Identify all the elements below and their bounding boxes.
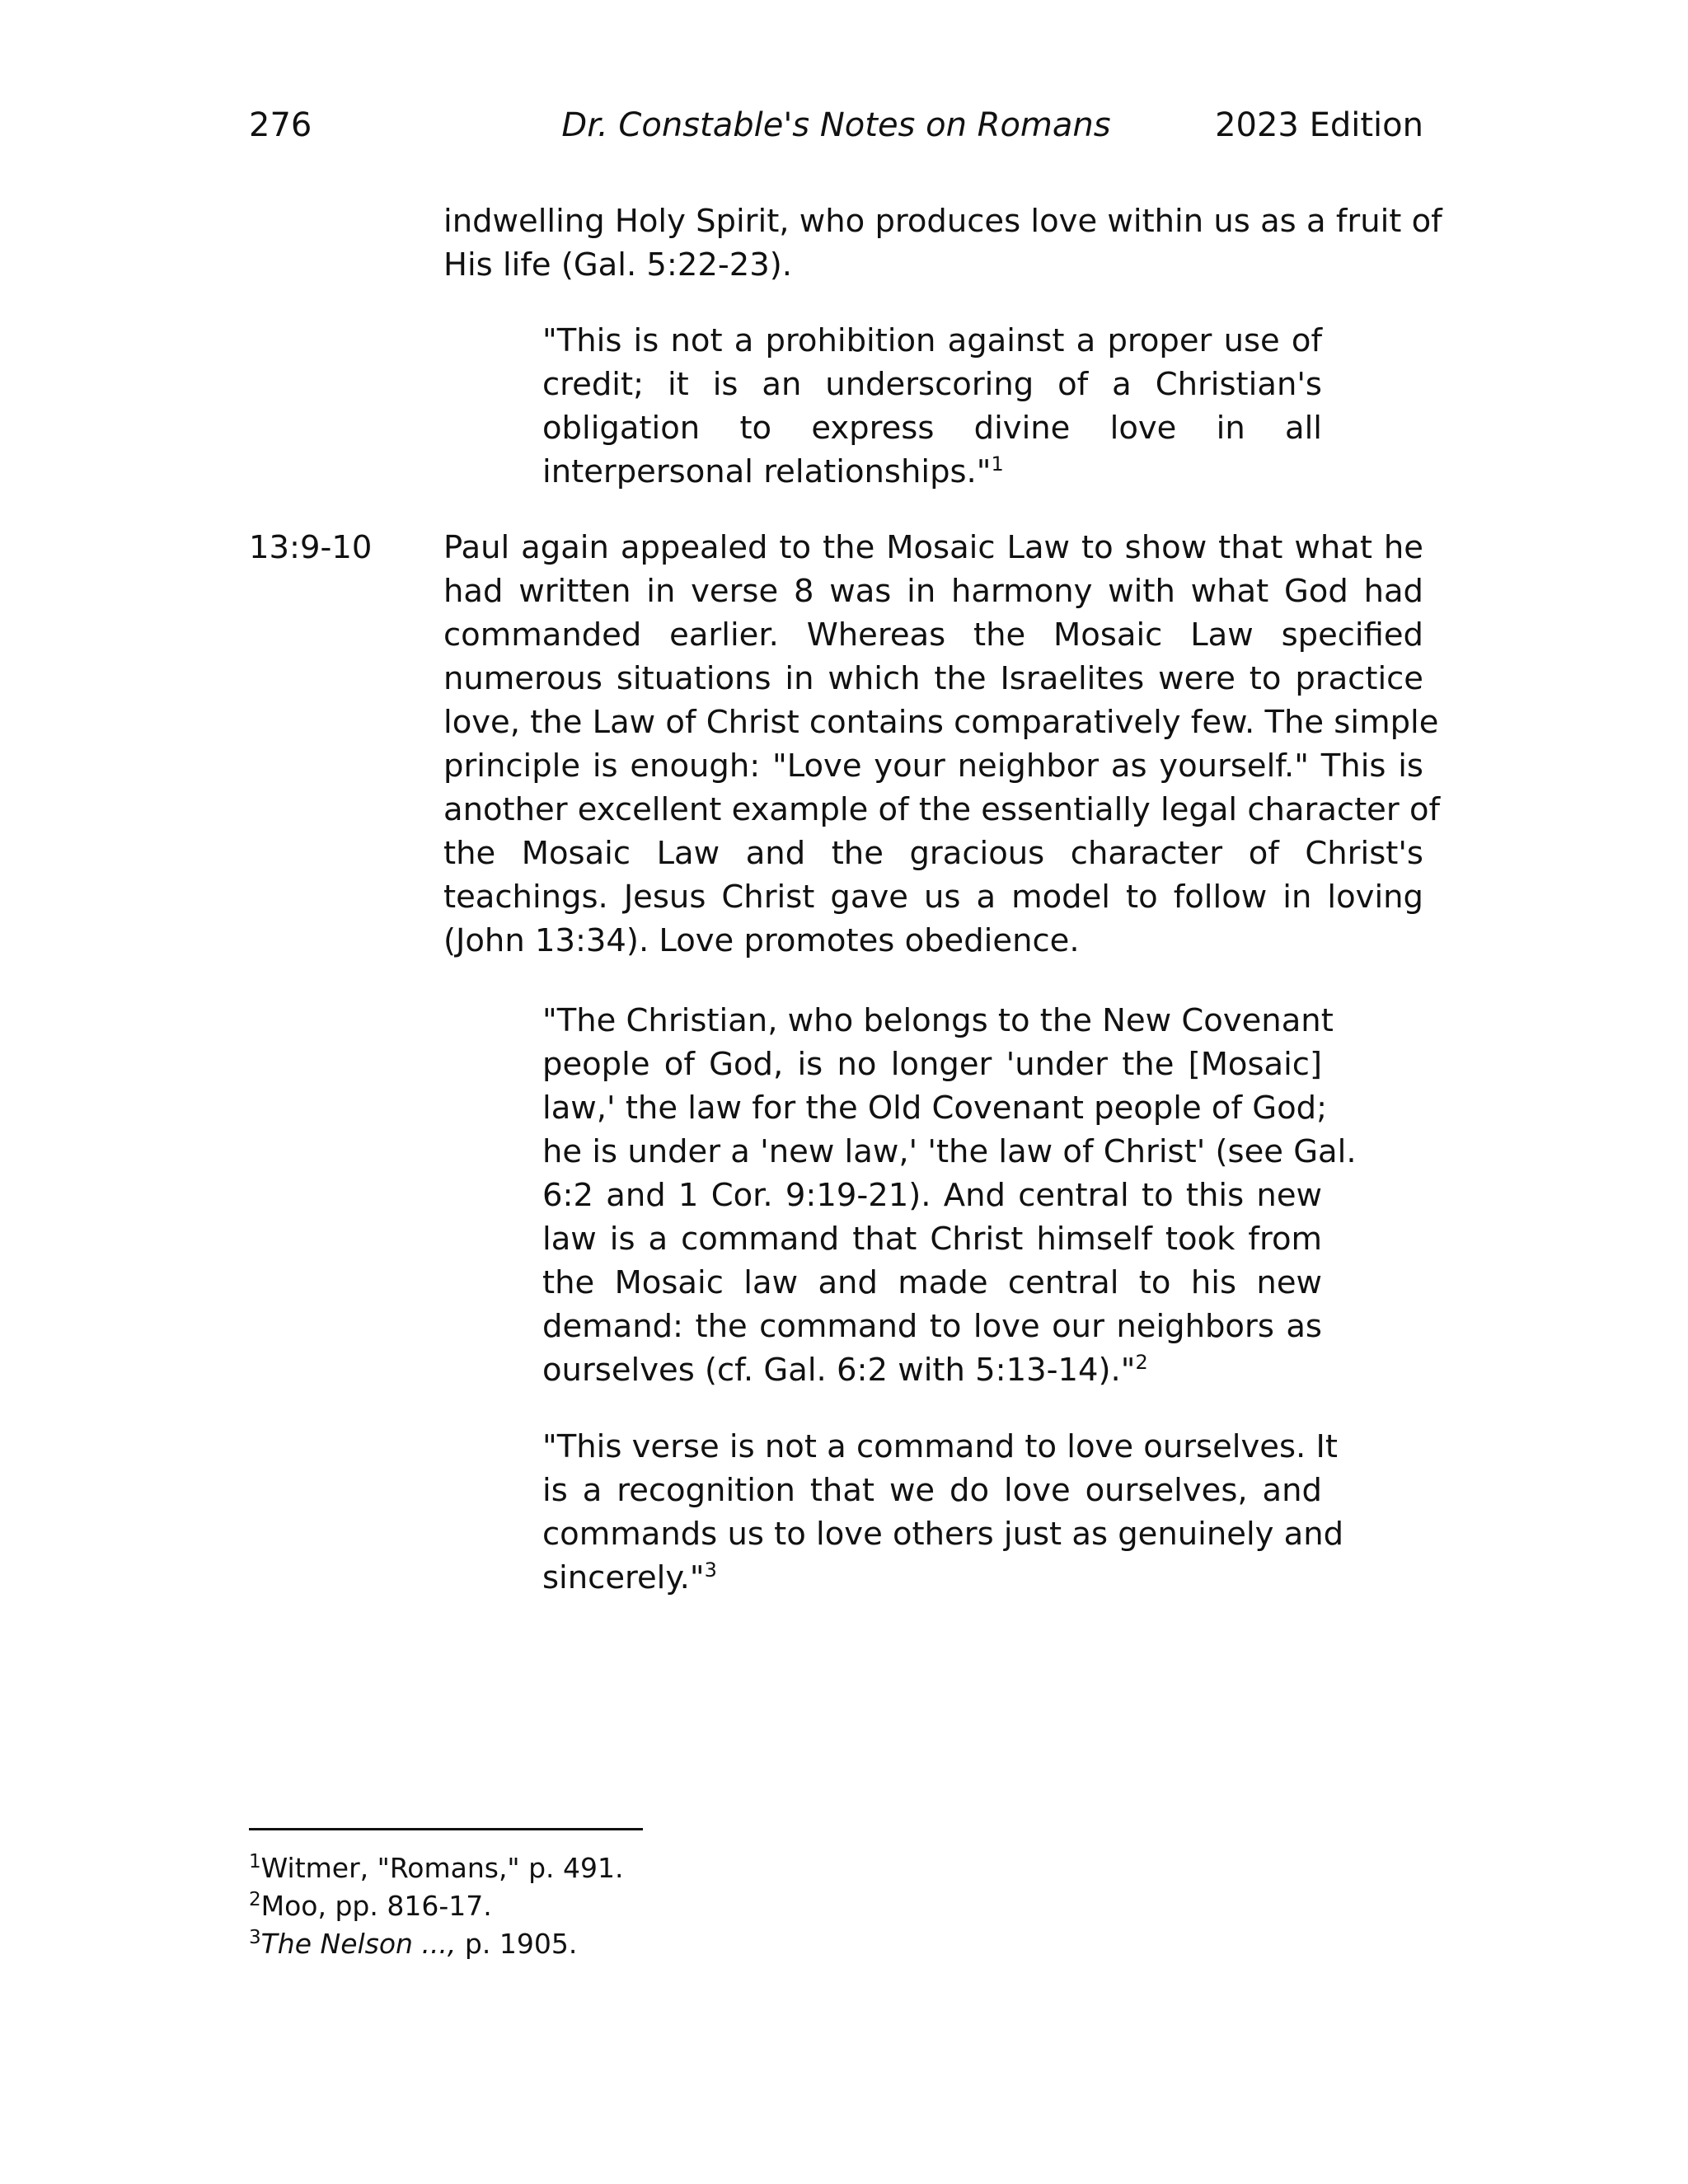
text-line: Paul again appealed to the Mosaic Law to show that what he: [443, 529, 1423, 566]
text-line: love, the Law of Christ contains comparatively few. The simple: [443, 704, 1439, 741]
text-line: "The Christian, who belongs to the New Covenant: [542, 1002, 1334, 1039]
footnote-text: p. 1905.: [456, 1928, 578, 1960]
text-line: numerous situations in which the Israelites were to practice: [443, 660, 1423, 697]
page-number: 276: [249, 106, 312, 144]
text-line: [542, 1348, 1322, 1392]
text-line-content: interpersonal relationships.": [542, 453, 992, 490]
text-line: teachings. Jesus Christ gave us a model to follow in loving: [443, 879, 1423, 916]
text-line: the Mosaic Law and the gracious character of Christ's: [443, 835, 1423, 872]
block-quote-3: [542, 1425, 1344, 1600]
text-line: "This verse is not a command to love ourselves. It: [542, 1428, 1338, 1465]
text-line: [542, 450, 1322, 494]
footnotes: [249, 1849, 624, 1963]
text-line: obligation to express divine love in all: [542, 410, 1322, 447]
text-line: another excellent example of the essentially legal character of: [443, 791, 1441, 828]
text-line-content: ourselves (cf. Gal. 6:2 with 5:13-14).": [542, 1352, 1136, 1389]
text-line: he is under a 'new law,' 'the law of Christ' (see Gal.: [542, 1133, 1357, 1170]
commentary-paragraph: [443, 526, 1441, 963]
footnote-marker[interactable]: 1: [991, 452, 1004, 476]
text-line: had written in verse 8 was in harmony with what God had: [443, 573, 1423, 610]
text-line: people of God, is no longer 'under the [Mosaic]: [542, 1046, 1322, 1083]
intro-paragraph: [443, 199, 1442, 287]
text-line: credit; it is an underscoring of a Christian's: [542, 366, 1322, 403]
text-line: His life (Gal. 5:22-23).: [443, 246, 793, 284]
text-line: is a recognition that we do love ourselves, and: [542, 1472, 1322, 1509]
running-header: [249, 102, 1423, 148]
text-line: demand: the command to love our neighbors as: [542, 1308, 1322, 1345]
text-line-content: sincerely.": [542, 1559, 705, 1596]
text-line: law,' the law for the Old Covenant people of God;: [542, 1090, 1328, 1127]
footnote-number: 1: [249, 1851, 261, 1872]
block-quote-1: [542, 319, 1322, 494]
text-line: 6:2 and 1 Cor. 9:19-21). And central to this new: [542, 1177, 1322, 1214]
text-line: [542, 1556, 1322, 1600]
footnote-divider: [249, 1828, 643, 1830]
footnote-number: 3: [249, 1927, 261, 1948]
footnote-marker[interactable]: 3: [704, 1558, 717, 1582]
footnote-2: [249, 1887, 624, 1925]
footnote-italic-title: The Nelson ...,: [260, 1928, 457, 1960]
text-line: principle is enough: "Love your neighbor as yourself." This is: [443, 748, 1423, 785]
footnote-text: Witmer, "Romans," p. 491.: [260, 1852, 624, 1884]
text-line: the Mosaic law and made central to his new: [542, 1264, 1322, 1301]
text-line: commands us to love others just as genuinely and: [542, 1516, 1344, 1553]
running-title: Dr. Constable's Notes on Romans: [561, 106, 1111, 144]
footnote-3: [249, 1925, 624, 1963]
block-quote-2: [542, 999, 1357, 1392]
footnote-text: Moo, pp. 816-17.: [260, 1890, 492, 1922]
text-line: "This is not a prohibition against a proper use of: [542, 322, 1322, 359]
verse-reference: 13:9-10: [249, 529, 373, 566]
text-line: commanded earlier. Whereas the Mosaic Law specified: [443, 616, 1423, 654]
edition-label: 2023 Edition: [1215, 106, 1423, 144]
footnote-1: [249, 1849, 624, 1887]
footnote-number: 2: [249, 1889, 261, 1910]
text-line: (John 13:34). Love promotes obedience.: [443, 922, 1080, 959]
text-line: law is a command that Christ himself took from: [542, 1221, 1322, 1258]
text-line: indwelling Holy Spirit, who produces love within us as a fruit of: [443, 203, 1442, 240]
footnote-marker[interactable]: 2: [1135, 1351, 1148, 1374]
